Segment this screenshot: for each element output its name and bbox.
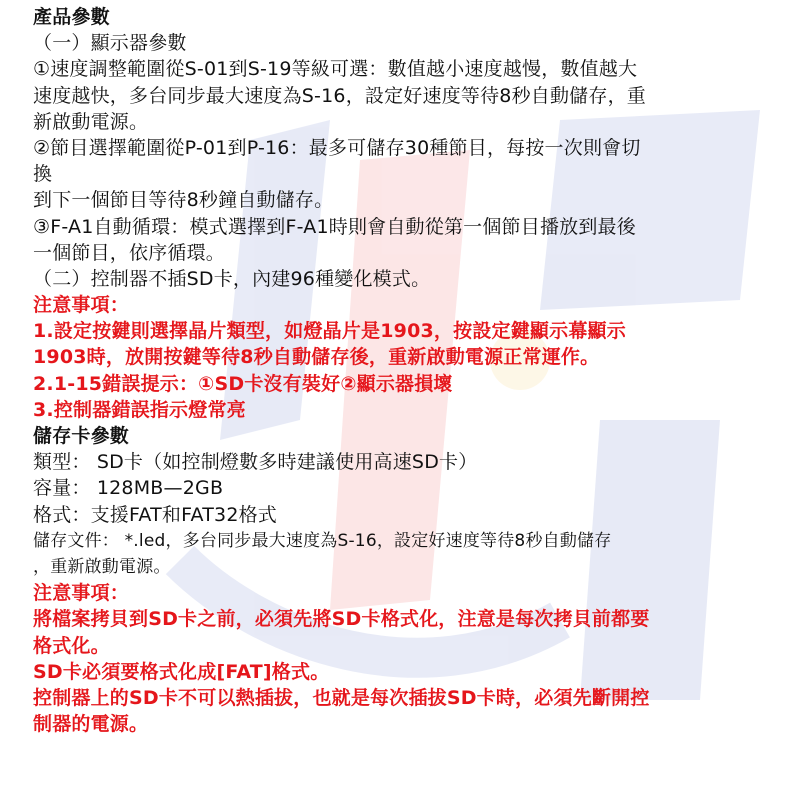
doc-line: 新啟動電源。 [33, 110, 149, 133]
doc-line: 儲存文件： *.led，多台同步最大速度為S-16，設定好速度等待8秒自動儲存 [33, 530, 612, 551]
doc-line: 制器的電源。 [33, 713, 149, 736]
doc-line: （二）控制器不插SD卡，內建96種變化模式。 [33, 267, 431, 290]
spec-document [33, 4, 773, 737]
doc-line: 速度越快，多台同步最大速度為S-16，設定好速度等待8秒自動儲存，重 [33, 84, 646, 107]
doc-line: 1903時，放開按鍵等待8秒自動儲存後，重新啟動電源正常運作。 [33, 346, 600, 369]
doc-line: 格式：支援FAT和FAT32格式 [33, 503, 278, 526]
doc-line: 到下一個節目等待8秒鐘自動儲存。 [33, 189, 334, 212]
doc-line: 格式化。 [33, 634, 110, 657]
doc-line: （一）顯示器參數 [33, 32, 187, 55]
doc-line: SD卡必須要格式化成[FAT]格式。 [33, 660, 330, 683]
doc-line: 類型： SD卡（如控制燈數多時建議使用高速SD卡） [33, 451, 478, 474]
doc-line: 產品參數 [33, 6, 110, 28]
doc-line: 換 [33, 163, 53, 186]
doc-line: 控制器上的SD卡不可以熱插拔，也就是每次插拔SD卡時，必須先斷開控 [33, 686, 650, 709]
doc-line: 將檔案拷貝到SD卡之前，必須先將SD卡格式化，注意是每次拷貝前都要 [33, 608, 650, 631]
doc-line: 一個節目，依序循環。 [33, 241, 226, 264]
doc-line: 容量： 128MB—2GB [33, 477, 224, 500]
doc-line: 儲存卡參數 [33, 425, 130, 447]
doc-line: 1.設定按鍵則選擇晶片類型，如燈晶片是1903，按設定鍵顯示幕顯示 [33, 320, 626, 343]
doc-line: ②節目選擇範圍從P-01到P-16：最多可儲存30種節目，每按一次則會切 [33, 136, 641, 159]
doc-line: ，重新啟動電源。 [33, 556, 171, 577]
doc-line: ③F-A1自動循環：模式選擇到F-A1時則會自動從第一個節目播放到最後 [33, 215, 636, 238]
doc-line: 3.控制器錯誤指示燈常亮 [33, 398, 246, 421]
doc-line: 2.1-15錯誤提示：①SD卡沒有裝好②顯示器損壞 [33, 372, 453, 395]
doc-line: 注意事項： [33, 294, 130, 317]
doc-line: 注意事項： [33, 582, 130, 605]
doc-line: ①速度調整範圍從S-01到S-19等級可選：數值越小速度越慢，數值越大 [33, 58, 638, 81]
